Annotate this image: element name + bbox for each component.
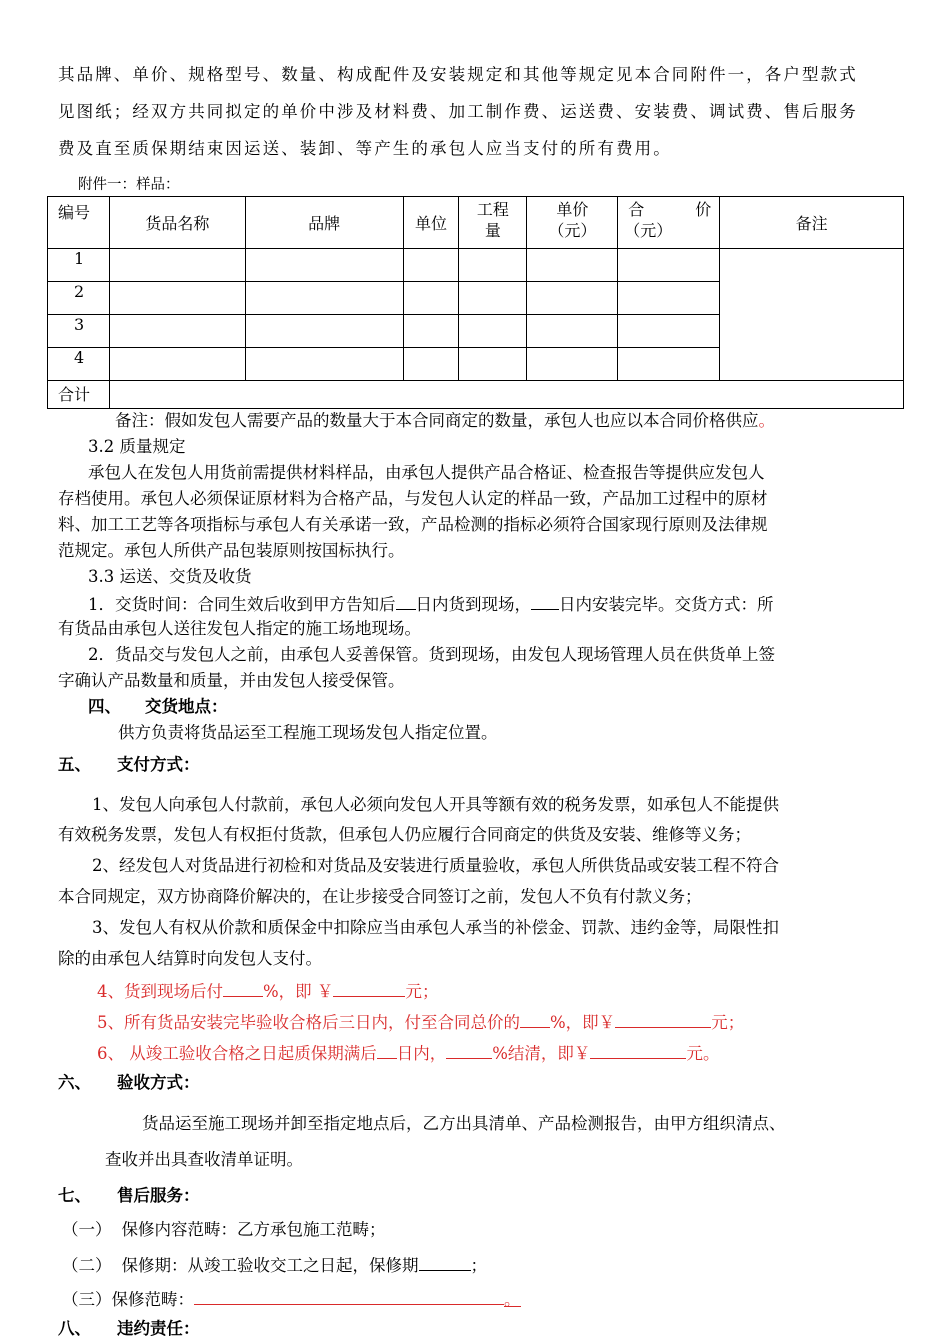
blank-days-warranty[interactable] [377,1041,397,1059]
row-id: 4 [48,348,110,381]
intro-line-2: 见图纸；经双方共同拟定的单价中涉及材料费、加工制作费、运送费、安装费、调试费、售后服务 [58,102,858,121]
blank-amount-final[interactable] [590,1041,686,1059]
table-row [48,249,904,282]
header-qty-line2: 量 [484,221,501,240]
blank-percent-arrival[interactable] [223,979,263,997]
s6-num: 六、 [58,1073,91,1092]
s7-item3-end: 。 [504,1290,521,1309]
intro-line-1: 其品牌、单价、规格型号、数量、构成配件及安装规定和其他等规定见本合同附件一，各户型款式 [58,65,858,84]
s4-num: 四、 [88,697,121,716]
blank-percent-install[interactable] [520,1010,550,1028]
s32-title: 3.2 质量规定 [88,437,186,456]
blank-percent-final[interactable] [446,1041,492,1059]
s5-p5 [97,1010,744,1034]
row-id: 2 [48,282,110,315]
header-brand: 品牌 [245,197,403,249]
remark-note-end: 。 [758,411,775,430]
s6-line-1: 货品运至施工现场并卸至指定地点后，乙方出具清单、产品检测报告，由甲方组织清点、 [142,1114,786,1133]
s7-heading [58,1185,200,1207]
s5-p6-d: 元。 [686,1044,720,1063]
s6-heading [58,1072,200,1094]
header-remark: 备注 [720,197,904,249]
header-total-b: 价 [695,200,712,219]
header-total-a: 合 [628,200,645,219]
attachment-label: 附件一：样品： [78,177,180,193]
sum-label: 合计 [48,381,110,409]
s33-item1-c: 日内安装完毕。交货方式：所 [559,595,774,614]
s33-item1-line1 [88,592,774,616]
intro-line-3: 费及直至质保期结束因运送、装卸、等产生的承包人应当支付的所有费用。 [58,139,672,158]
s32-line-2: 存档使用。承包人必须保证原材料为合格产品，与发包人认定的样品一致，产品加工过程中的原材 [58,489,768,508]
s32-line-4: 范规定。承包人所供产品包装原则按国标执行。 [58,541,405,560]
blank-days-install[interactable] [531,592,559,610]
s7-item2-num: （二） [62,1256,112,1275]
s7-item2-text: 保修期：从竣工验收交工之日起，保修期 [121,1256,419,1275]
s7-num: 七、 [58,1186,91,1205]
s5-p3-line2: 除的由承包人结算时向发包人支付。 [58,949,322,968]
s5-num: 五、 [58,755,91,774]
header-total [618,197,720,249]
row-id: 1 [48,249,110,282]
header-name: 货品名称 [109,197,245,249]
s5-p4-b: %，即 ￥ [263,982,334,1001]
s33-item1-a: 1．交货时间：合同生效后收到甲方告知后 [88,595,396,614]
s7-title: 售后服务： [117,1186,200,1205]
header-price-line1: 单价 [556,200,589,219]
s5-p5-a: 5、所有货品安装完毕验收合格后三日内，付至合同总价的 [97,1013,520,1032]
s5-p6-a: 6、 从竣工验收合格之日起质保期满后 [97,1044,377,1063]
sum-value [109,381,903,409]
s5-p3-line1: 3、发包人有权从价款和质保金中扣除应当由承包人承当的补偿金、罚款、违约金等，局限性扣 [92,918,779,937]
s33-item2-line2: 字确认产品数量和质量，并由发包人接受保管。 [58,671,405,690]
table-header-row [48,197,904,249]
s7-item2 [62,1253,487,1277]
s7-item1-text: 保修内容范畴：乙方承包施工范畴； [121,1220,386,1239]
s7-item2-end: ； [470,1256,487,1275]
blank-amount-install[interactable] [615,1010,711,1028]
remark-note-text: 备注：假如发包人需要产品的数量大于本合同商定的数量，承包人也应以本合同价格供应 [115,411,759,430]
table-sum-row [48,381,904,409]
s33-item1-b: 日内货到现场， [415,595,531,614]
s5-p4 [97,979,438,1003]
s4-heading [88,696,228,718]
s5-p6-b: 日内， [396,1044,447,1063]
s32-line-1: 承包人在发包人用货前需提供材料样品，由承包人提供产品合格证、检查报告等提供应发包人 [88,463,765,482]
blank-amount-arrival[interactable] [333,979,405,997]
s6-title: 验收方式： [117,1073,200,1092]
header-id: 编号 [48,197,110,249]
header-qty [459,197,527,249]
s8-title: 违约责任： [117,1319,200,1338]
header-total-line2: （元） [624,221,673,240]
header-price-line2: （元） [548,221,597,240]
s33-title: 3.3 运送、交货及收货 [88,567,252,586]
blank-days-arrival[interactable] [396,592,416,610]
s7-item1-num: （一） [62,1220,112,1239]
s5-p6-c: %结清，即￥ [492,1044,591,1063]
s5-p4-c: 元； [405,982,439,1001]
blank-warranty-period[interactable] [419,1253,471,1271]
s8-num: 八、 [58,1319,91,1338]
s5-p5-b: %，即￥ [550,1013,616,1032]
blank-warranty-scope[interactable] [194,1287,504,1305]
header-price [527,197,618,249]
s5-title: 支付方式： [117,755,200,774]
s5-p1-line2: 有效税务发票，发包人有权拒付货款，但承包人仍应履行合同商定的供货及安装、维修等义务； [58,825,751,844]
row-id: 3 [48,315,110,348]
s7-item3-text: （三）保修范畴： [62,1290,194,1309]
s7-item3 [62,1287,521,1311]
s5-heading [58,754,200,776]
s6-line-2: 查收并出具查收清单证明。 [105,1150,303,1169]
remark-cell [720,249,904,381]
header-qty-line1: 工程 [476,200,509,219]
s5-p4-a: 4、货到现场后付 [97,982,223,1001]
s5-p2-line2: 本合同规定，双方协商降价解决的，在让步接受合同签订之前，发包人不负有付款义务； [58,887,702,906]
s5-p5-c: 元； [711,1013,745,1032]
s7-item1 [62,1219,386,1241]
s8-heading [58,1318,200,1340]
s5-p2-line1: 2、经发包人对货品进行初检和对货品及安装进行质量验收，承包人所供货品或安装工程不符合 [92,856,779,875]
s4-text: 供方负责将货品运至工程施工现场发包人指定位置。 [118,723,498,742]
header-unit: 单位 [403,197,459,249]
s33-item1-line2: 有货品由承包人送往发包人指定的施工场地现场。 [58,619,421,638]
s4-title: 交货地点： [145,697,228,716]
remark-note [115,410,775,432]
samples-table [47,196,904,409]
s33-item2-line1: 2．货品交与发包人之前，由承包人妥善保管。货到现场，由发包人现场管理人员在供货单上签 [88,645,775,664]
s5-p1-line1: 1、发包人向承包人付款前，承包人必须向发包人开具等额有效的税务发票，如承包人不能提供 [92,795,779,814]
s5-p6 [97,1041,719,1065]
s32-line-3: 料、加工工艺等各项指标与承包人有关承诺一致，产品检测的指标必须符合国家现行原则及法律规 [58,515,768,534]
